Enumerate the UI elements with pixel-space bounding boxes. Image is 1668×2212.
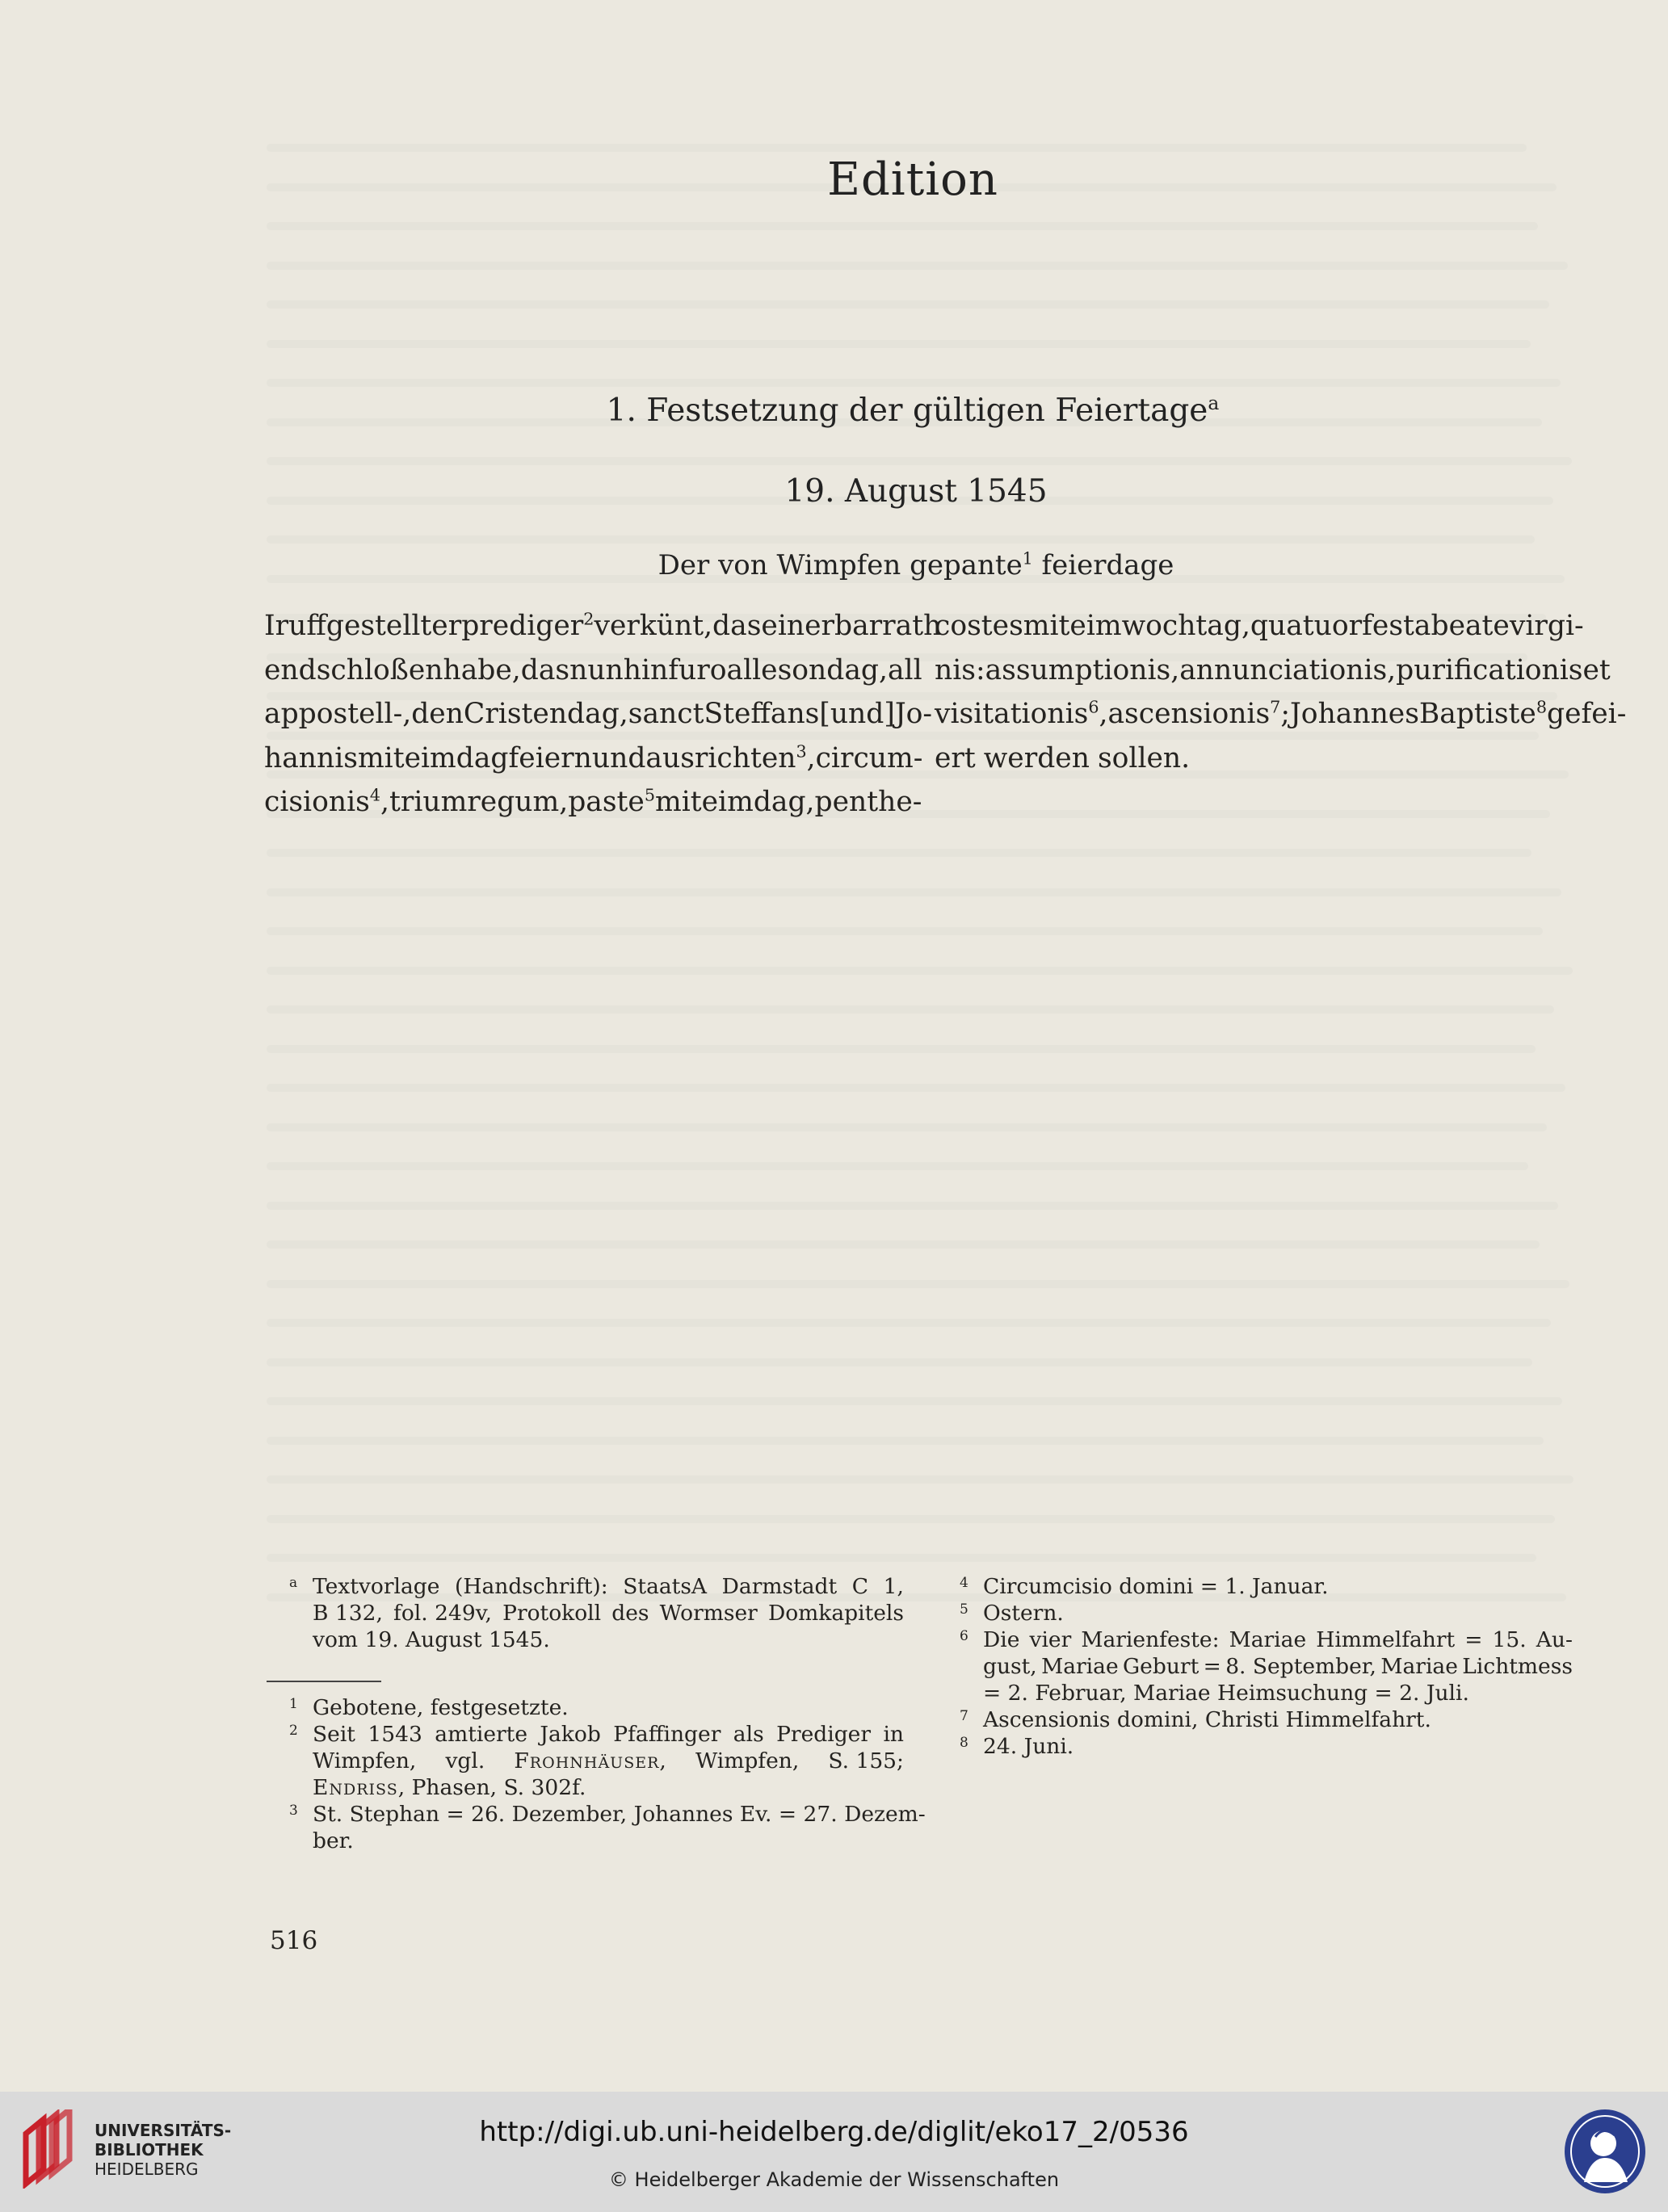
word-text: hannis xyxy=(264,741,358,774)
ghost-line xyxy=(267,1123,1547,1131)
word xyxy=(1250,604,1362,648)
word-text: Ir xyxy=(264,610,289,642)
word xyxy=(645,737,815,781)
word-text: beate xyxy=(1431,610,1510,642)
ghost-line xyxy=(267,1554,1536,1562)
footnotes-left xyxy=(264,1694,926,1854)
punctuation: , xyxy=(380,786,389,818)
footnote-word: vgl. xyxy=(445,1748,485,1773)
footnote-item xyxy=(935,1733,1573,1760)
footnote-item xyxy=(264,1721,904,1801)
word-text: ert xyxy=(935,741,976,774)
word xyxy=(778,648,888,693)
footnote-word: Protokoll xyxy=(502,1601,602,1626)
footnote-marker: a xyxy=(289,1575,298,1591)
body-column-right xyxy=(935,604,1627,780)
word-text: nis: xyxy=(935,653,985,686)
word xyxy=(568,780,655,825)
footnote-ref-1: 1 xyxy=(1022,548,1033,569)
word-text: verkünt, xyxy=(594,610,713,642)
footnote-item xyxy=(264,1801,926,1854)
footnote-word: Geburt xyxy=(1123,1654,1200,1679)
footnote-marker: 5 xyxy=(960,1601,968,1618)
ghost-line xyxy=(267,1475,1573,1484)
footnote-line xyxy=(983,1653,1573,1680)
word-text: appostell-, xyxy=(264,698,412,730)
word-text: annunciationis, xyxy=(1179,653,1397,686)
footnote-line xyxy=(983,1600,1573,1626)
footnote-word: Wimpfen, xyxy=(313,1748,417,1773)
word xyxy=(1290,692,1419,737)
footnote-item xyxy=(935,1706,1573,1733)
word-text: das xyxy=(712,610,762,642)
viewer-footer xyxy=(0,2092,1668,2212)
footnote-ref: 4 xyxy=(369,785,380,805)
footnote-word: amtierte xyxy=(435,1722,527,1747)
word xyxy=(509,737,592,781)
word xyxy=(1419,692,1547,737)
word-text: eim xyxy=(701,786,754,818)
word-text: wochtag, xyxy=(1121,610,1250,642)
footnote-word: ber. xyxy=(313,1828,354,1853)
footnote-word: Textvorlage xyxy=(313,1574,440,1599)
word xyxy=(628,692,704,737)
footnote-word: fol. 249v, xyxy=(393,1601,492,1626)
footnote-word: Endriss, Phasen, S. 302f. xyxy=(313,1775,586,1800)
word xyxy=(264,648,443,693)
footnote-word: Marienfeste: xyxy=(1081,1627,1220,1652)
word-text: werden xyxy=(983,741,1090,774)
word-text: assumptionis, xyxy=(985,653,1180,686)
word xyxy=(1510,604,1584,648)
footnote-word: Ostern. xyxy=(983,1601,1064,1626)
footnote-word: B 132, xyxy=(313,1601,383,1626)
footnote-word: Wormser xyxy=(659,1601,758,1626)
footnote-word: S. 155; xyxy=(828,1748,904,1773)
footnote-word: 1543 xyxy=(368,1722,422,1747)
footnote-marker: 7 xyxy=(960,1708,968,1724)
footnote-word: in xyxy=(883,1722,904,1747)
body-column-left xyxy=(264,604,942,825)
text-line xyxy=(935,692,1627,737)
word-text: uffgestellter xyxy=(288,610,462,642)
punctuation: ; xyxy=(1280,698,1290,730)
footnote-divider xyxy=(267,1681,381,1682)
word xyxy=(895,692,932,737)
word xyxy=(805,604,882,648)
footnote-line xyxy=(313,1774,904,1801)
permalink-url-text[interactable]: http://digi.ub.uni-heidelberg.de/diglit/eko17_2/0536 xyxy=(479,2116,1189,2148)
word-text: virgi- xyxy=(1509,610,1584,642)
ghost-line xyxy=(267,849,1531,857)
page-number: 516 xyxy=(270,1926,318,1955)
word-text: purificationis xyxy=(1396,653,1583,686)
footnote-line xyxy=(983,1733,1573,1760)
ghost-line xyxy=(267,1084,1565,1092)
text-line xyxy=(935,604,1584,648)
ghost-line xyxy=(267,1202,1558,1210)
word-text: gefei- xyxy=(1546,698,1627,730)
footnote-marker: 3 xyxy=(289,1803,298,1819)
footnote-line xyxy=(313,1626,904,1653)
word xyxy=(1107,692,1290,737)
footnote-item xyxy=(264,1694,904,1721)
footnote-word: Pfaffinger xyxy=(613,1722,721,1747)
footnotes-right xyxy=(935,1573,1573,1760)
footnote-line xyxy=(313,1694,904,1721)
word xyxy=(624,648,727,693)
word xyxy=(264,692,411,737)
ghost-line xyxy=(267,262,1568,270)
ghost-line xyxy=(267,927,1543,935)
text-line xyxy=(264,604,942,648)
footnote-word: Ascensionis domini, Christi Himmelfahrt. xyxy=(983,1707,1431,1732)
chapter-title: Edition xyxy=(827,153,998,206)
punctuation: , xyxy=(1099,698,1108,730)
document-date: 19. August 1545 xyxy=(784,473,1048,510)
word-text: habe, xyxy=(443,653,521,686)
word xyxy=(264,780,389,825)
ghost-line xyxy=(267,888,1561,896)
word xyxy=(411,692,464,737)
footnote-line xyxy=(313,1801,926,1828)
footnote-marker: 6 xyxy=(960,1628,968,1644)
word-text: all xyxy=(887,653,922,686)
ghost-line xyxy=(267,1397,1562,1405)
word xyxy=(461,604,594,648)
word xyxy=(761,604,805,648)
word-text: regum, xyxy=(467,786,569,818)
ghost-line xyxy=(267,1358,1532,1366)
word-text: Steffans xyxy=(704,698,820,730)
ghost-line xyxy=(267,340,1531,348)
footnote-line xyxy=(313,1828,904,1854)
textual-apparatus xyxy=(264,1573,904,1653)
word-text: quatuor xyxy=(1250,610,1363,642)
word-text: dag xyxy=(456,741,509,774)
word-text: penthe- xyxy=(814,786,922,818)
word xyxy=(1362,604,1431,648)
word xyxy=(935,648,985,693)
word-text: mit xyxy=(357,741,405,774)
ghost-line xyxy=(267,1437,1544,1445)
footnote-word: Darmstadt xyxy=(721,1574,838,1599)
word xyxy=(815,780,922,825)
footnote-word: 24. Juni. xyxy=(983,1734,1074,1759)
word xyxy=(467,780,568,825)
word-text: Jo- xyxy=(894,698,933,730)
institution-line-2: BIBLIOTHEK xyxy=(95,2140,204,2160)
word-text: costes xyxy=(935,610,1023,642)
footnote-word: Prediger xyxy=(776,1722,872,1747)
word-text: sanct xyxy=(628,698,704,730)
text-line xyxy=(264,692,933,737)
word xyxy=(935,737,976,781)
ghost-line xyxy=(267,379,1561,387)
section-heading-text: 1. Festsetzung der gültigen Feiertage xyxy=(606,392,1208,429)
author-name: Endriss xyxy=(313,1775,398,1800)
word xyxy=(1179,648,1396,693)
word xyxy=(264,604,288,648)
footnote-ref: 5 xyxy=(644,785,656,805)
word-text: Johannes xyxy=(1289,698,1419,730)
word-text: paste xyxy=(568,786,645,818)
footnote-line xyxy=(313,1573,904,1600)
word xyxy=(464,692,628,737)
text-line xyxy=(935,737,1567,781)
word xyxy=(1098,737,1190,781)
university-seal-icon xyxy=(1563,2108,1647,2195)
footnote-word: = xyxy=(1464,1627,1483,1652)
footnote-word: Lichtmess xyxy=(1462,1654,1573,1679)
word-text: ausrichten xyxy=(645,741,796,774)
author-name: Frohnhäuser xyxy=(514,1748,660,1773)
footnote-word: gust, xyxy=(983,1654,1037,1679)
footnote-word: 15. xyxy=(1492,1627,1527,1652)
word xyxy=(888,648,922,693)
footnote-word: Himmelfahrt xyxy=(1316,1627,1456,1652)
word xyxy=(985,648,1180,693)
footnote-line xyxy=(313,1721,904,1748)
footnote-word: = xyxy=(1203,1654,1221,1679)
word-text: und xyxy=(591,741,646,774)
word xyxy=(704,692,819,737)
footnote-word: Mariae xyxy=(1229,1627,1307,1652)
word-text: nun xyxy=(569,653,624,686)
word xyxy=(1431,604,1509,648)
word xyxy=(264,737,358,781)
text-line xyxy=(264,737,923,781)
word-text: endschloßen xyxy=(264,653,443,686)
word-text: festa xyxy=(1362,610,1431,642)
copyright-notice: © Heidelberger Akademie der Wissenschaften xyxy=(608,2168,1060,2191)
footnote-word: Gebotene, festgesetzte. xyxy=(313,1695,569,1720)
footnote-ref: 2 xyxy=(583,609,595,629)
word xyxy=(702,780,754,825)
word xyxy=(819,692,894,737)
word-text: hinfuro xyxy=(623,653,727,686)
text-line xyxy=(935,648,1611,693)
footnote-line xyxy=(983,1626,1573,1653)
word-text: cisionis xyxy=(264,786,370,818)
ghost-line xyxy=(267,222,1538,230)
ghost-line xyxy=(267,457,1572,465)
footnote-line xyxy=(983,1573,1573,1600)
word xyxy=(1583,648,1611,693)
word xyxy=(984,737,1090,781)
footnote-line xyxy=(313,1600,904,1626)
ghost-line xyxy=(267,1319,1551,1327)
ghost-line xyxy=(267,1515,1555,1523)
word-text: erbar xyxy=(805,610,883,642)
footnote-word: vom 19. August 1545. xyxy=(313,1627,550,1652)
word-text: circum- xyxy=(815,741,923,774)
word xyxy=(389,780,467,825)
footnote-ref: 3 xyxy=(796,741,807,761)
word xyxy=(935,692,1107,737)
word xyxy=(288,604,461,648)
word xyxy=(1547,692,1626,737)
word-text: Cristendag, xyxy=(463,698,628,730)
ghost-line xyxy=(267,967,1573,975)
footnote-line xyxy=(983,1680,1573,1706)
footnote-word: Jakob xyxy=(540,1722,601,1747)
word-text: rath xyxy=(882,610,942,642)
footnote-item xyxy=(935,1600,1573,1626)
word xyxy=(712,604,761,648)
footnote-word: Frohnhäuser, xyxy=(514,1748,666,1773)
ghost-line xyxy=(267,300,1549,309)
footnote-word: 8. September, xyxy=(1225,1654,1376,1679)
footnote-word: = 2. Februar, Mariae Heimsuchung = 2. Juli. xyxy=(983,1681,1469,1706)
footnote-word: StaatsA xyxy=(623,1574,708,1599)
word xyxy=(594,604,712,648)
footnote-word: Au- xyxy=(1536,1627,1573,1652)
footnote-word: Wimpfen, xyxy=(695,1748,800,1773)
footnote-ref: 6 xyxy=(1088,697,1099,717)
punctuation: , xyxy=(806,741,816,774)
ghost-line xyxy=(267,535,1535,544)
footnote-word: C xyxy=(851,1574,869,1599)
text-line xyxy=(264,648,922,693)
institution-line-1: UNIVERSITÄTS- xyxy=(95,2121,232,2140)
footnote-word: Mariae xyxy=(1380,1654,1458,1679)
footnote-word: vier xyxy=(1029,1627,1072,1652)
footnote-line xyxy=(313,1748,904,1774)
footnote-word: als xyxy=(733,1722,764,1747)
ghost-line xyxy=(267,1162,1528,1170)
word xyxy=(358,737,405,781)
ghost-line xyxy=(267,1240,1540,1249)
word xyxy=(816,737,923,781)
word xyxy=(754,780,815,825)
word xyxy=(569,648,624,693)
word xyxy=(592,737,646,781)
word-text: eim xyxy=(1069,610,1122,642)
word-text: mit xyxy=(655,786,702,818)
footnote-item xyxy=(935,1573,1573,1600)
footnote-word: Die xyxy=(983,1627,1020,1652)
word xyxy=(727,648,778,693)
footnote-word: Seit xyxy=(313,1722,355,1747)
word xyxy=(405,737,456,781)
word xyxy=(935,604,1023,648)
word-text: visitationis xyxy=(935,698,1089,730)
footnote-word: Mariae xyxy=(1041,1654,1119,1679)
word-text: ein xyxy=(761,610,805,642)
word-text: sollen. xyxy=(1097,741,1191,774)
word xyxy=(443,648,520,693)
word xyxy=(1069,604,1121,648)
word-text: sondag, xyxy=(777,653,888,686)
word xyxy=(521,648,569,693)
ghost-line xyxy=(267,144,1527,152)
document-title-pre: Der von Wimpfen gepante xyxy=(658,549,1023,581)
footnote-item xyxy=(935,1626,1573,1706)
document-title xyxy=(0,549,1668,581)
word-text: prediger xyxy=(461,610,584,642)
institution-line-3: HEIDELBERG xyxy=(95,2160,199,2179)
ghost-line xyxy=(267,1045,1536,1053)
word-text: [und] xyxy=(819,698,895,730)
footnote-word: (Handschrift): xyxy=(455,1574,608,1599)
word xyxy=(1122,604,1250,648)
word-text: alle xyxy=(726,653,778,686)
footnote-word: Domkapitels xyxy=(767,1601,904,1626)
ghost-line xyxy=(267,1280,1569,1288)
word xyxy=(882,604,941,648)
footnote-marker: 1 xyxy=(289,1696,298,1712)
word xyxy=(456,737,509,781)
footnote-word: des xyxy=(611,1601,649,1626)
word-text: dag, xyxy=(753,786,815,818)
ghost-line xyxy=(267,1005,1554,1014)
word-text: Baptiste xyxy=(1418,698,1536,730)
footnote-marker: 2 xyxy=(289,1723,298,1739)
text-line xyxy=(264,780,922,825)
document-title-post: feierdage xyxy=(1032,549,1174,581)
word-text: den xyxy=(411,698,464,730)
footnote-marker: 8 xyxy=(960,1735,968,1751)
footnote-ref: 8 xyxy=(1536,697,1547,717)
footnote-word: St. Stephan = 26. Dezember, Johannes Ev. = 27. Dezem- xyxy=(313,1802,926,1827)
word-text: das xyxy=(520,653,570,686)
footnote-word: Circumcisio domini = 1. Januar. xyxy=(983,1574,1329,1599)
permalink-url[interactable] xyxy=(0,2116,1668,2148)
word xyxy=(655,780,702,825)
word-text: eim xyxy=(404,741,456,774)
section-heading xyxy=(0,392,1668,429)
word-text: et xyxy=(1582,653,1611,686)
footnote-word: 1, xyxy=(883,1574,904,1599)
footnote-marker: 4 xyxy=(960,1575,968,1591)
word-text: feiern xyxy=(508,741,592,774)
footnote-line xyxy=(983,1706,1573,1733)
footnote-item xyxy=(264,1573,904,1653)
footnote-ref: 7 xyxy=(1270,697,1281,717)
word xyxy=(1396,648,1582,693)
word-text: ascensionis xyxy=(1107,698,1271,730)
word-text: trium xyxy=(389,786,468,818)
footnote-ref-a: a xyxy=(1208,392,1220,414)
word xyxy=(1023,604,1070,648)
word-text: mit xyxy=(1023,610,1070,642)
